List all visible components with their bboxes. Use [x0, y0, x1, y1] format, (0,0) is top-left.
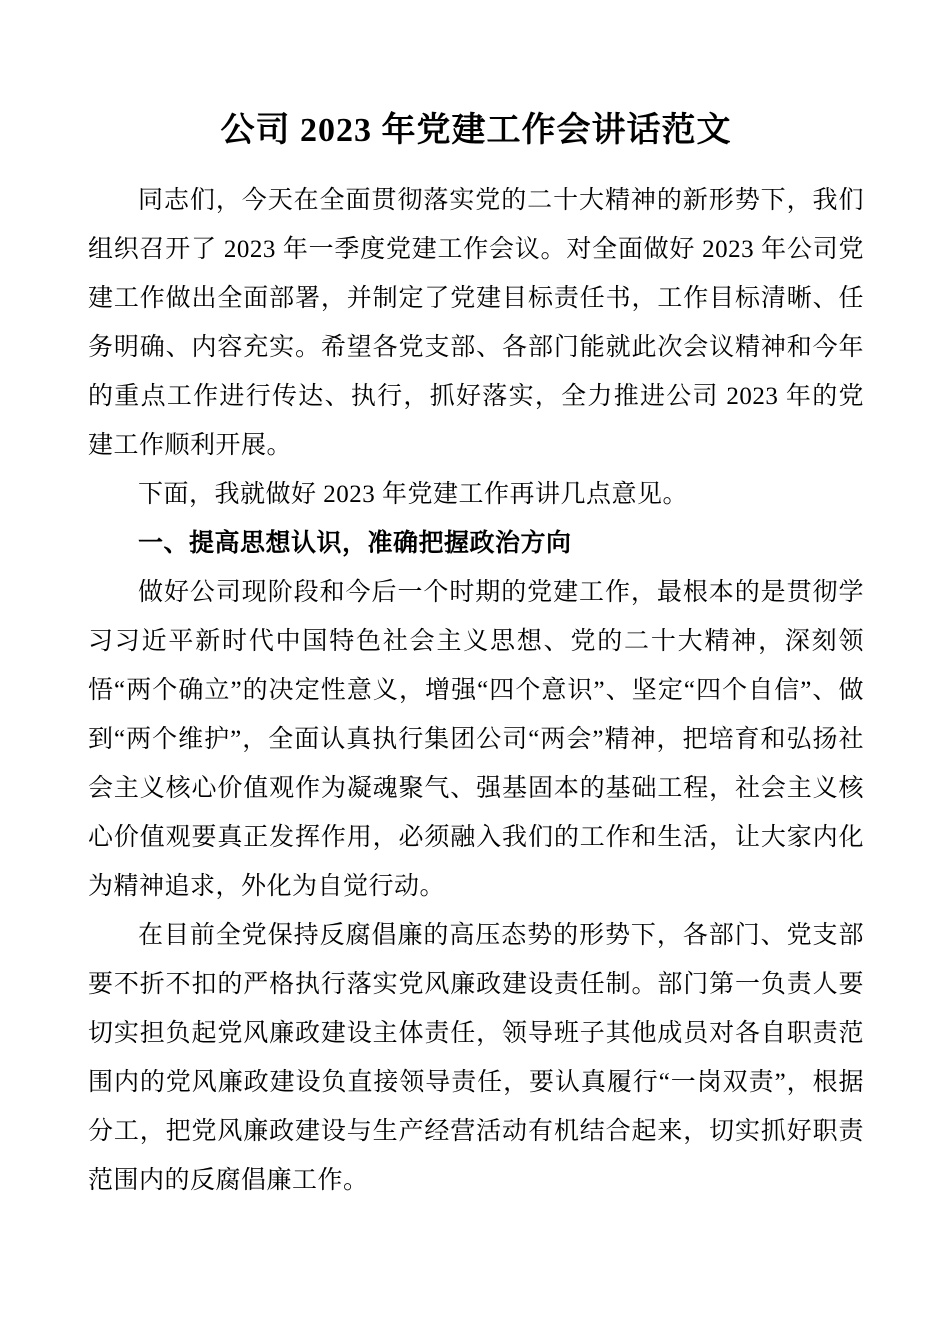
intro-paragraph: 下面，我就做好 2023 年党建工作再讲几点意见。 — [138, 481, 689, 509]
section-heading: 一、提高思想认识，准确把握政治方向 — [138, 529, 572, 558]
section-paragraph: 在目前全党保持反腐倡廉的高压态势的形势下，各部门、党支部要不折不扣的严格执行落实党风廉政建设责任制。部门第一负责人要切实担负起党风廉政建设主体责任，领导班子其他成员对各自职责范围内的党风廉政建设负直接领导责任，要认真履行“一岗双责”，根据分工，把党风廉政建设与生产经营活动有机结合起来，切实抓好职责范围内的反腐倡廉工作。 — [88, 922, 864, 1195]
document-title: 公司 2023 年党建工作会讲话范文 — [220, 112, 732, 149]
section-paragraph: 做好公司现阶段和今后一个时期的党建工作，最根本的是贯彻学习习近平新时代中国特色社会主义思想、党的二十大精神，深刻领悟“两个确立”的决定性意义，增强“四个意识”、坚定“四个自信”、做到“两个维护”，全面认真执行集团公司“两会”精神，把培育和弘扬社会主义核心价值观作为凝魂聚气、强基固本的基础工程，社会主义核心价值观要真正发挥作用，必须融入我们的工作和生活，让大家内化为精神追求，外化为自觉行动。 — [88, 579, 864, 901]
intro-paragraph: 同志们，今天在全面贯彻落实党的二十大精神的新形势下，我们组织召开了 2023 年一季度党建工作会议。对全面做好 2023 年公司党建工作做出全面部署，并制定了党建目标责任书，工作目标清晰、任务明确、内容充实。希望各党支部、各部门能就此次会议精神和今年的重点工作进行传达、执行，抓好落实，全力推进公司 2023 年的党建工作顺利开展。 — [88, 187, 864, 460]
